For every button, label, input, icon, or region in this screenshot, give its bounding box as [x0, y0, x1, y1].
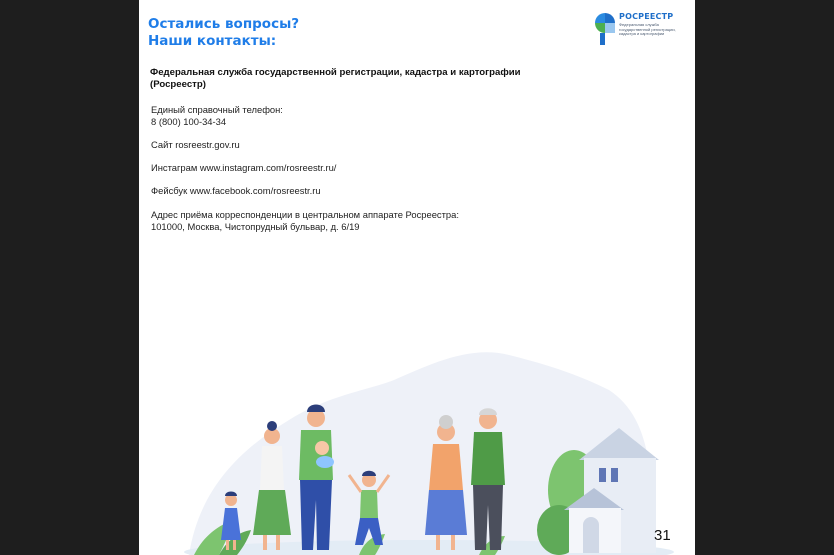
address-label: Адрес приёма корреспонденции в центральном аппарате Росреестра: — [151, 209, 459, 220]
organization-name: Федеральная служба государственной регистрации, кадастра и картографии (Росреестр) — [150, 67, 521, 90]
heading-line-1: Остались вопросы? — [148, 16, 300, 32]
slide — [139, 0, 695, 555]
address-line: 101000, Москва, Чистопрудный бульвар, д. 6/19 — [151, 220, 360, 232]
slide-heading — [148, 16, 299, 50]
logo-name: РОСРЕЕСТР — [619, 12, 674, 21]
logo-subtitle: Федеральная служба государственной регистрации, кадастра и картографии — [619, 22, 676, 37]
family-house-illustration — [179, 340, 695, 555]
facebook-line: Фейсбук www.facebook.com/rosreestr.ru — [151, 185, 321, 196]
instagram-line: Инстаграм www.instagram.com/rosreestr.ru/ — [151, 162, 337, 173]
page-number: 31 — [654, 527, 671, 544]
heading-line-2: Наши контакты: — [148, 33, 277, 49]
phone-number: 8 (800) 100-34-34 — [151, 115, 227, 127]
website-line: Сайт rosreestr.gov.ru — [151, 138, 240, 150]
rosreestr-logo — [592, 10, 684, 46]
phone-label: Единый справочный телефон: — [151, 104, 283, 115]
logo-emblem-icon — [592, 10, 618, 46]
